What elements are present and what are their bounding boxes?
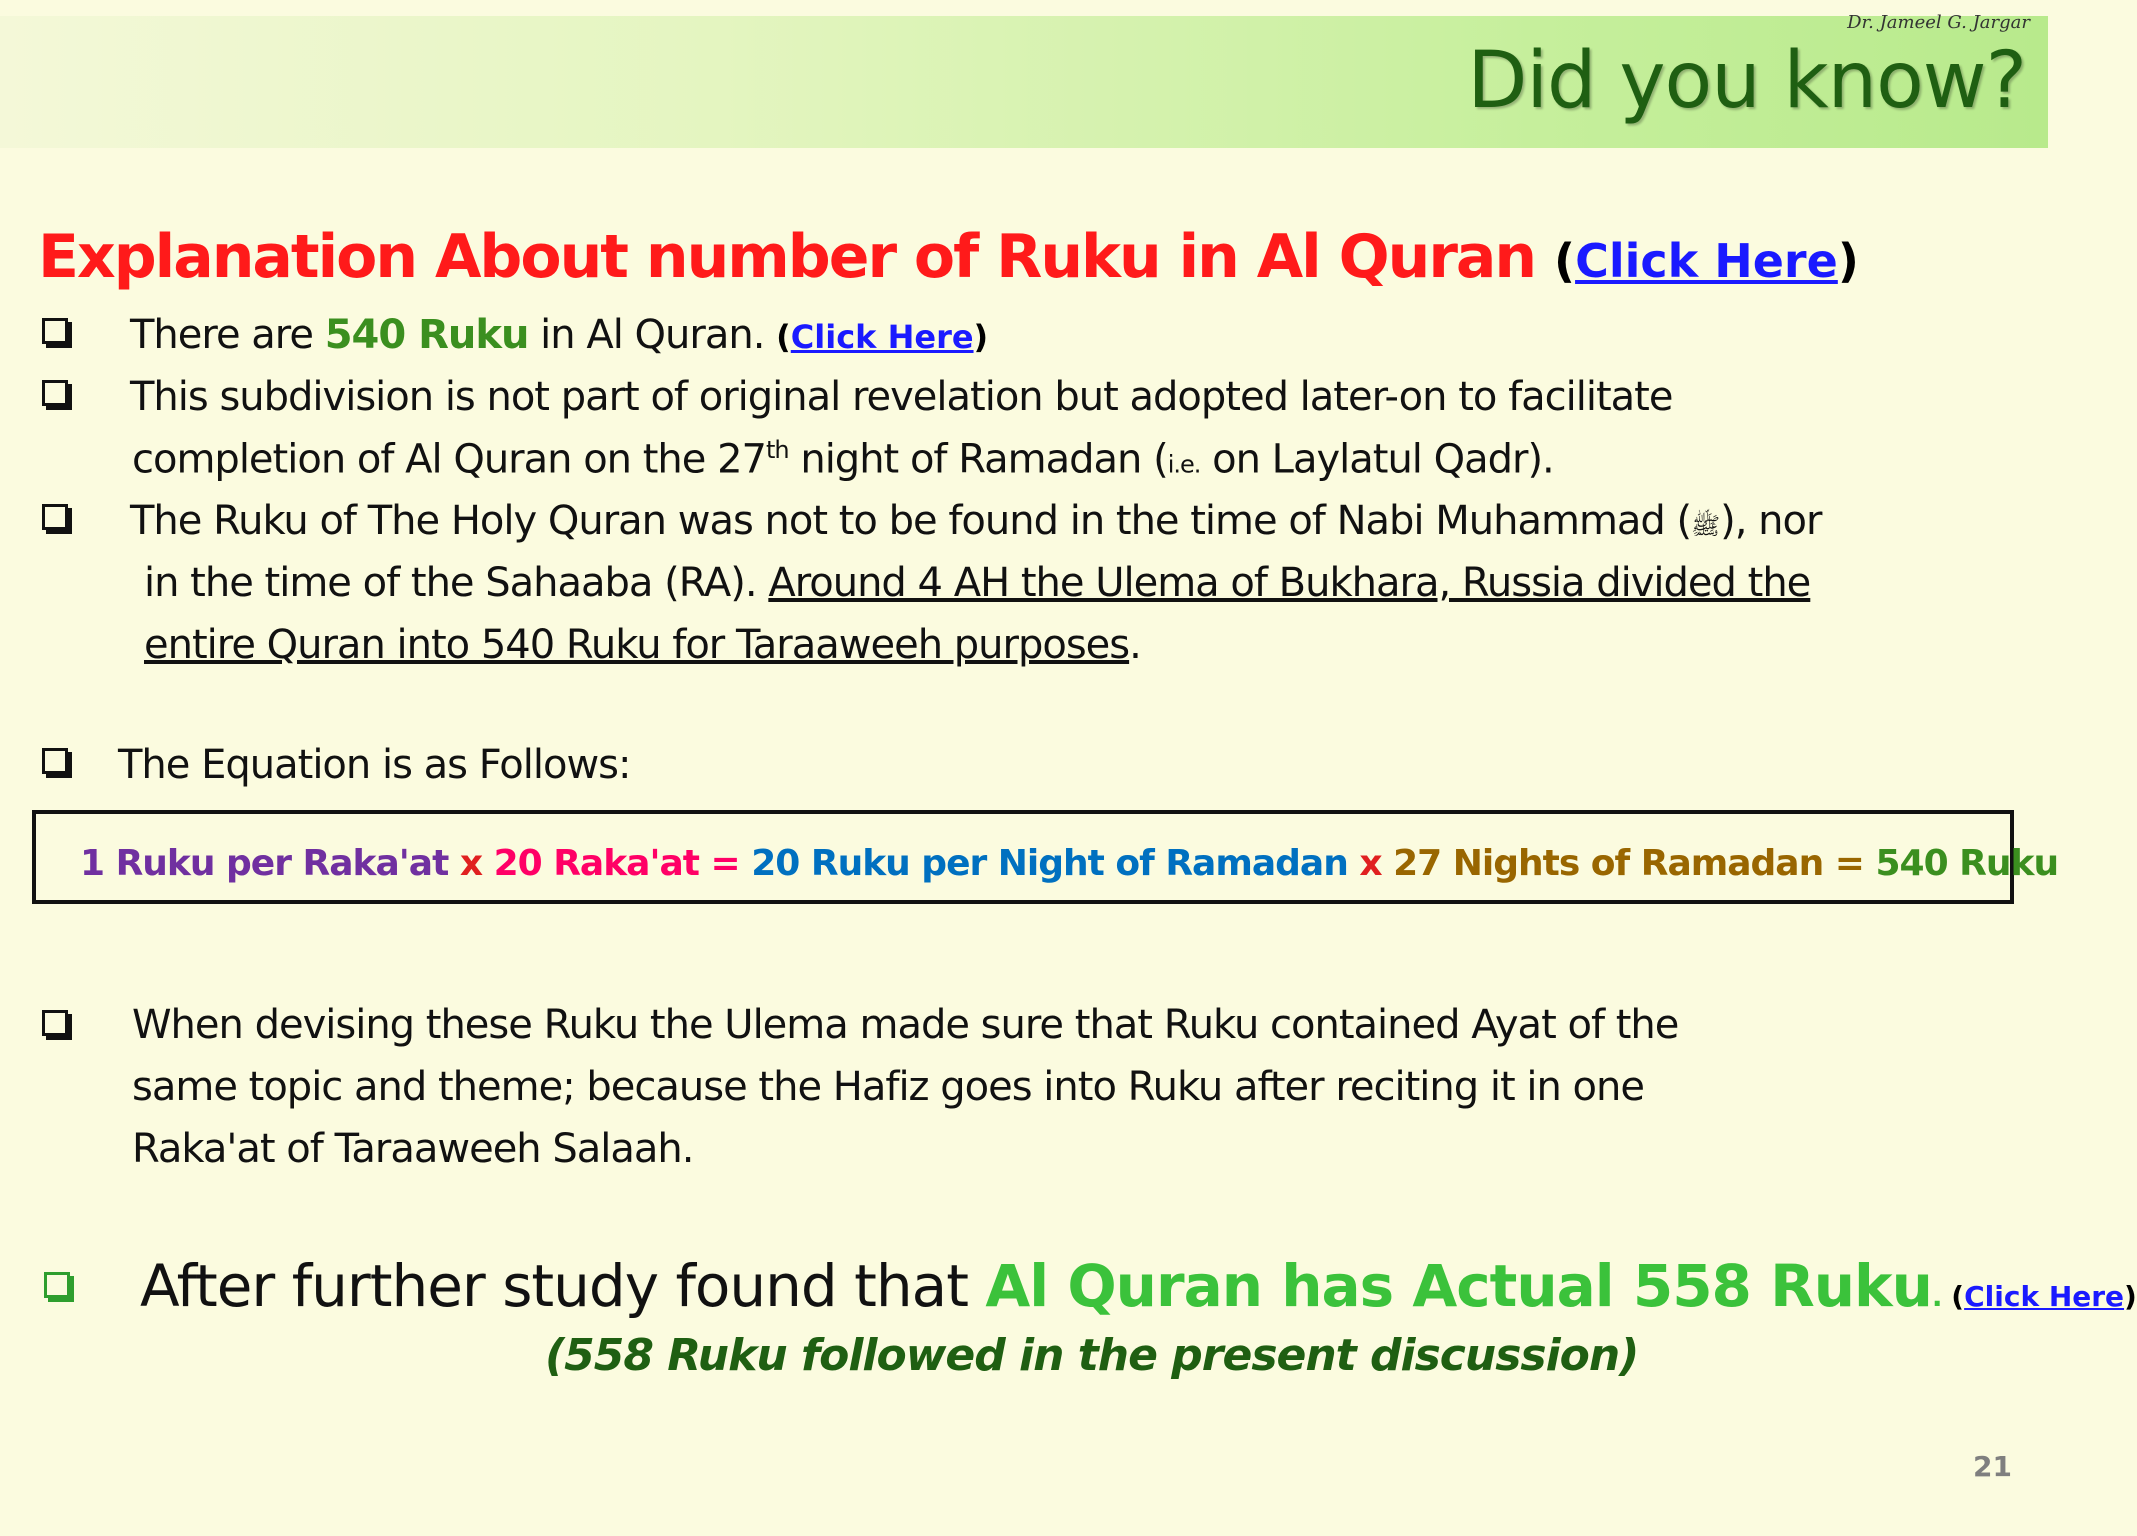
- bullet-2-mid: night of Ramadan (: [788, 436, 1168, 483]
- bullet-6-highlight: Al Quran has Actual 558 Ruku: [985, 1252, 1932, 1320]
- bullet-2-ie: i.e.: [1167, 450, 1201, 479]
- bullet-6-pre: After further study found that: [140, 1252, 986, 1320]
- bullet-3-underlined-cont: entire Quran into 540 Ruku for Taraaweeh purposes: [144, 622, 1130, 668]
- title-link-wrap: (Click Here): [1554, 234, 1859, 288]
- checkbox-bullet-icon: [42, 318, 68, 344]
- equation-text: [80, 843, 2058, 884]
- checkbox-bullet-icon: [42, 504, 68, 530]
- title-click-here-link[interactable]: Click Here: [1575, 234, 1838, 288]
- header-title: Did you know?: [1467, 36, 2026, 126]
- equation-op-4: =: [1823, 843, 1876, 884]
- bullet-3-period: .: [1129, 622, 1141, 668]
- bullet-3-line-3: [144, 622, 1141, 668]
- bullet-6-click-here-link[interactable]: Click Here: [1964, 1280, 2125, 1313]
- checkbox-bullet-icon: [44, 1272, 70, 1298]
- bullet-558-ruku: [140, 1252, 2137, 1320]
- slide-title: [38, 222, 1859, 292]
- equation-part-3: 20 Ruku per Night of Ramadan: [751, 843, 1348, 884]
- bullet-2-line-2: [132, 436, 1554, 482]
- bullet-1-post: in Al Quran.: [528, 312, 777, 358]
- equation-result: 540 Ruku: [1875, 843, 2059, 884]
- checkbox-bullet-icon: [42, 380, 68, 406]
- equation-op-3: x: [1347, 843, 1394, 884]
- bullet-1-click-here-link[interactable]: Click Here: [790, 318, 974, 356]
- bullet-6-link-wrap: (Click Here): [1941, 1280, 2137, 1313]
- bullet-5-line-2: same topic and theme; because the Hafiz goes into Ruku after reciting it in one: [132, 1064, 1644, 1110]
- bullet-2-post: on Laylatul Qadr).: [1200, 436, 1554, 483]
- checkbox-bullet-icon: [42, 748, 68, 774]
- bullet-6-dot: .: [1931, 1280, 1942, 1313]
- bullet-2-pre: completion of Al Quran on the 27: [132, 436, 766, 483]
- bullet-540-ruku: [130, 312, 988, 358]
- equation-part-1: 1 Ruku per Raka'at: [80, 843, 449, 884]
- bullet-5-line-1: When devising these Ruku the Ulema made sure that Ruku contained Ayat of the: [132, 1002, 1679, 1048]
- author-name: Dr. Jameel G. Jargar: [1847, 12, 2030, 33]
- bullet-3-underlined: Around 4 AH the Ulema of Bukhara, Russia divided the: [768, 560, 1811, 606]
- equation-op-2: =: [698, 843, 752, 884]
- equation-part-2: 20 Raka'at: [493, 843, 699, 884]
- bullet-3-plain: in the time of the Sahaaba (RA).: [144, 560, 769, 606]
- discussion-note: (558 Ruku followed in the present discussion): [545, 1330, 1639, 1381]
- bullet-3-line-1: [130, 498, 1821, 546]
- bullet-2-line-1: This subdivision is not part of original revelation but adopted later-on to facilitate: [130, 374, 1673, 420]
- pbuh-symbol: ﷺ: [1691, 512, 1721, 540]
- bullet-2-superscript: th: [766, 436, 789, 464]
- bullet-1-link-wrap: (Click Here): [776, 318, 989, 356]
- checkbox-bullet-icon: [42, 1010, 68, 1036]
- bullet-5-line-3: Raka'at of Taraaweeh Salaah.: [132, 1126, 694, 1172]
- bullet-3-line-2: [144, 560, 1810, 606]
- equation-intro: The Equation is as Follows:: [118, 742, 631, 788]
- bullet-1-highlight: 540 Ruku: [324, 312, 529, 358]
- bullet-3-pre: The Ruku of The Holy Quran was not to be found in the time of Nabi Muhammad (: [130, 498, 1692, 544]
- slide-title-text: Explanation About number of Ruku in Al Quran: [38, 222, 1536, 292]
- bullet-3-post: ), nor: [1720, 498, 1822, 544]
- page-number: 21: [1973, 1450, 2012, 1483]
- equation-op-1: x: [448, 843, 494, 884]
- equation-part-4: 27 Nights of Ramadan: [1393, 843, 1824, 884]
- bullet-1-pre: There are: [130, 312, 325, 358]
